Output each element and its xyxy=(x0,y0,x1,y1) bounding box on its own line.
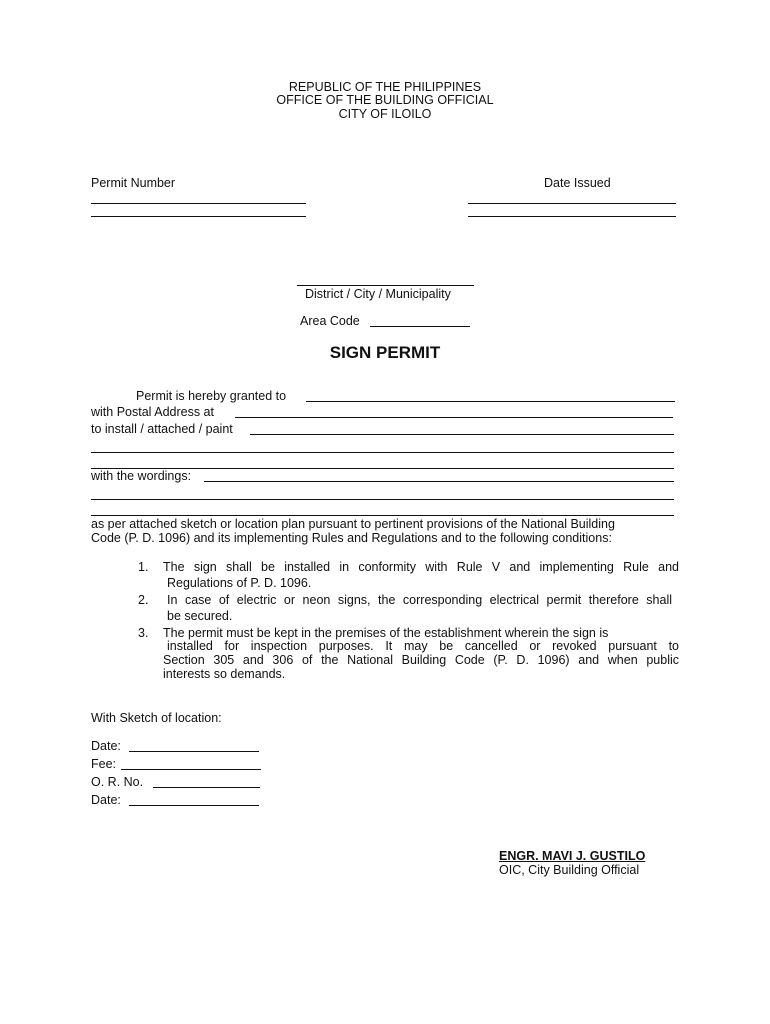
date-issued-label: Date Issued xyxy=(544,176,611,190)
condition-3-line-2: installed for inspection purposes. It may be cancelled or revoked pursuant to xyxy=(167,639,679,653)
condition-1-line-2: Regulations of P. D. 1096. xyxy=(167,576,312,590)
fee-line[interactable] xyxy=(121,769,261,770)
condition-3-line-4: interests so demands. xyxy=(163,667,286,681)
date-line-2[interactable] xyxy=(129,805,259,806)
date-line-1[interactable] xyxy=(129,751,259,752)
wordings-line-2[interactable] xyxy=(91,499,674,500)
fee-label: Fee: xyxy=(91,757,117,771)
condition-2-number: 2. xyxy=(138,593,149,607)
condition-3-line-1: The permit must be kept in the premises of the establishment wherein the sign is xyxy=(163,626,609,640)
or-no-label: O. R. No. xyxy=(91,775,144,789)
header-city: CITY OF ILOILO xyxy=(338,107,432,121)
date-issued-line-1[interactable] xyxy=(468,203,676,204)
pursuant-text-line-1: as per attached sketch or location plan pursuant to pertinent provisions of the National Building xyxy=(91,517,615,531)
header-republic: REPUBLIC OF THE PHILIPPINES xyxy=(288,80,482,94)
install-label: to install / attached / paint xyxy=(91,422,233,436)
signatory-title: OIC, City Building Official xyxy=(499,863,640,877)
condition-2-line-1: In case of electric or neon signs, the corresponding electrical permit therefore shall xyxy=(167,593,672,607)
district-line[interactable] xyxy=(297,285,474,286)
pursuant-text-line-2: Code (P. D. 1096) and its implementing Rules and Regulations and to the following conditions: xyxy=(91,531,612,545)
permit-number-line-2[interactable] xyxy=(91,216,306,217)
wordings-line-3[interactable] xyxy=(91,515,674,516)
condition-1-number: 1. xyxy=(138,560,149,574)
install-line-2[interactable] xyxy=(91,452,674,453)
area-code-line[interactable] xyxy=(370,326,470,327)
district-label: District / City / Municipality xyxy=(305,287,451,301)
sketch-label: With Sketch of location: xyxy=(91,711,222,725)
postal-address-line[interactable] xyxy=(235,417,673,418)
condition-1-line-1: The sign shall be installed in conformity with Rule V and implementing Rule and xyxy=(163,560,679,574)
signatory-name: ENGR. MAVI J. GUSTILO xyxy=(499,849,646,863)
condition-3-line-3: Section 305 and 306 of the National Building Code (P. D. 1096) and when public xyxy=(163,653,679,667)
or-no-line[interactable] xyxy=(153,787,260,788)
granted-to-label: Permit is hereby granted to xyxy=(136,389,287,403)
header-office: OFFICE OF THE BUILDING OFFICIAL xyxy=(276,93,494,107)
document-title: SIGN PERMIT xyxy=(329,343,441,362)
date-issued-line-2[interactable] xyxy=(468,216,676,217)
condition-3-number: 3. xyxy=(138,626,149,640)
wordings-line-1[interactable] xyxy=(204,481,674,482)
install-line-1[interactable] xyxy=(250,434,674,435)
permit-number-line-1[interactable] xyxy=(91,203,306,204)
condition-2-line-2: be secured. xyxy=(167,609,233,623)
date-label-1: Date: xyxy=(91,739,121,753)
postal-address-label: with Postal Address at xyxy=(91,405,214,419)
wordings-label: with the wordings: xyxy=(91,469,192,483)
permit-number-label: Permit Number xyxy=(91,176,176,190)
granted-to-line[interactable] xyxy=(306,401,675,402)
area-code-label: Area Code xyxy=(300,314,360,328)
date-label-2: Date: xyxy=(91,793,121,807)
